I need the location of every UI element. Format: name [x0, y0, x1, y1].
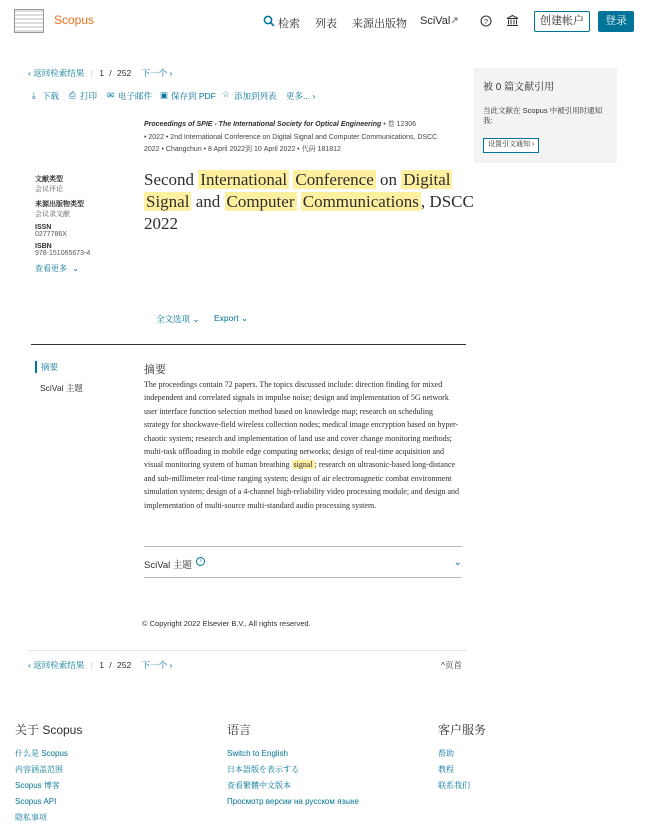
email-button[interactable]: 电子邮件	[118, 91, 153, 101]
title-word: , DSCC 2022	[144, 192, 474, 233]
meta-doc-type-label: 文献类型	[35, 176, 63, 183]
title-highlight: Conference	[295, 170, 374, 189]
footer-link[interactable]: Scopus 博客	[15, 781, 60, 790]
footer-service-links	[438, 746, 470, 794]
chevron-down-icon: ⌄	[72, 264, 79, 273]
section-divider	[144, 546, 462, 547]
next-link[interactable]: 下一个 ›	[141, 68, 173, 78]
footer-link[interactable]: 帮助	[438, 749, 454, 758]
pager-sep: /	[109, 660, 112, 670]
more-label: 更多...	[286, 91, 311, 101]
next-label: 下一个	[141, 68, 168, 78]
show-more-link[interactable]	[35, 264, 79, 273]
external-link-icon	[451, 17, 458, 24]
footer-language-links	[227, 746, 359, 810]
volume-info: • 卷 12306	[381, 121, 417, 128]
section-divider	[28, 650, 466, 651]
footer-link[interactable]: 什么是 Scopus	[15, 749, 68, 758]
back-to-top-link[interactable]	[441, 659, 462, 671]
title-highlight: Signal	[146, 192, 190, 211]
footer-link[interactable]: Просмотр версии на русском языке	[227, 797, 359, 806]
pdf-icon: ▣	[160, 90, 169, 100]
meta-isbn-value: 978-151065673-4	[35, 250, 91, 257]
svg-text:?: ?	[483, 17, 489, 26]
back-label: 返回检索结果	[33, 68, 85, 78]
footer-link[interactable]: 内容涵盖范围	[15, 765, 63, 774]
title-word: and	[195, 192, 221, 211]
title-highlight: Computer	[226, 192, 295, 211]
metadata-panel	[35, 174, 135, 274]
download-icon: ⤓	[32, 90, 36, 100]
search-icon[interactable]	[263, 15, 275, 27]
save-pdf-button[interactable]: 保存到 PDF	[171, 91, 216, 101]
title-highlight: Communications	[302, 192, 419, 211]
abstract-body: The proceedings contain 72 papers. The topics discussed include: direction finding for mixed independent and correlated signals in impulse noise; design and implementation of 5G network user interface function selection method based on knowledge map; research on scheduling strategy for shockwave-field wireless collection nodes; medical image encryption based on hyper-chaotic system; research and implementation of land use and cover change monitoring methods; multi-task offloading in mobile edge computing networks; design of real-time acquisition and visual monitoring system of human breathing	[144, 380, 459, 470]
footer-link[interactable]: 联系我们	[438, 781, 470, 790]
back-label: 返回检索结果	[33, 660, 85, 670]
download-button[interactable]: 下载	[42, 91, 60, 101]
back-to-results-link[interactable]: ‹ 返回检索结果	[28, 660, 85, 670]
side-nav	[35, 361, 83, 394]
copyright: © Copyright 2022 Elsevier B.V., All rights reserved.	[142, 619, 311, 628]
print-button[interactable]: 打印	[80, 91, 98, 101]
login-button[interactable]: 登录	[598, 11, 634, 32]
chevron-up-icon: ^	[441, 660, 445, 670]
journal-link[interactable]: Proceedings of SPIE - The International Society for Optical Engineering	[144, 121, 382, 128]
more-button[interactable]: 更多... ›	[286, 91, 316, 101]
section-divider	[144, 577, 462, 578]
section-divider	[31, 344, 466, 345]
conference-line: • 2022 • 2nd International Conference on Digital Signal and Computer Communications, DSCC	[144, 133, 438, 141]
help-icon[interactable]	[480, 15, 492, 27]
side-nav-scival-label: SciVal 主题	[40, 383, 83, 393]
back-to-results-link[interactable]: ‹ 返回检索结果	[28, 68, 85, 78]
total-count: 252	[117, 660, 132, 670]
add-to-list-button[interactable]: 添加到列表	[234, 91, 277, 101]
scopus-brand[interactable]: Scopus	[54, 13, 95, 27]
scival-topics-section[interactable]	[144, 557, 462, 571]
meta-doc-type-value: 会议评论	[35, 186, 63, 193]
create-account-button[interactable]: 创建帐户	[534, 11, 590, 32]
meta-isbn-label: ISBN	[35, 243, 52, 250]
source-info	[144, 119, 466, 157]
meta-source-type-label: 来源出版物类型	[35, 201, 84, 208]
footer-link[interactable]: 隐私事项	[15, 813, 47, 822]
export-button[interactable]	[214, 313, 248, 324]
citations-panel	[474, 68, 617, 163]
footer-link[interactable]: 教程	[438, 765, 454, 774]
meta-issn-value: 0277786X	[35, 231, 67, 238]
citations-title: 被 0 篇文献引用	[483, 82, 555, 93]
current-index: 1	[99, 660, 104, 670]
next-link[interactable]: 下一个 ›	[141, 660, 173, 670]
nav-search[interactable]: 检索	[278, 18, 300, 30]
set-citation-alert-label: 设置引文通知	[488, 141, 530, 148]
institution-icon[interactable]	[506, 14, 519, 27]
show-more-label: 查看更多	[35, 264, 67, 273]
back-to-top-label: 页首	[445, 660, 463, 670]
top-header	[0, 0, 650, 44]
pager-top	[28, 67, 172, 79]
meta-issn-label: ISSN	[35, 224, 52, 231]
export-label: Export	[214, 313, 239, 323]
meta-source-type-value: 会议录文献	[35, 211, 70, 218]
footer-language-heading: 语言	[227, 723, 252, 737]
print-icon: ⎙	[69, 90, 76, 100]
pager-bottom	[28, 659, 172, 671]
citations-text: 当此文献在 Scopus 中被引用时通知我:	[483, 106, 603, 125]
email-icon: ✉	[107, 90, 115, 100]
title-word: Second	[144, 170, 195, 189]
side-nav-abstract[interactable]	[35, 361, 83, 373]
abstract-body: ; research on ultrasonic-based long-distance and sub-millimeter real-time ranging system; design of air electromagnetic combat environment simulation system; design of a 4-channel high-reliability video processing module; and design and implementation of multi-source multi-standard audio processing system.	[144, 460, 460, 510]
footer-link[interactable]: 日本語版を表示する	[227, 765, 299, 774]
side-nav-abstract-label: 摘要	[41, 362, 59, 372]
next-label: 下一个	[141, 660, 168, 670]
full-text-label: 全文选项	[156, 314, 191, 324]
footer-link[interactable]: Scopus API	[15, 797, 57, 806]
title-highlight: Digital	[403, 170, 451, 189]
full-text-options-button[interactable]	[156, 313, 200, 325]
footer-service-heading: 客户服务	[438, 723, 487, 737]
footer-about-links	[15, 746, 68, 826]
current-index: 1	[99, 68, 104, 78]
abstract-text	[144, 378, 460, 512]
nav-sources[interactable]: 来源出版物	[352, 18, 407, 30]
pager-divider: |	[90, 660, 93, 670]
document-title	[144, 169, 474, 235]
title-highlight: International	[200, 170, 288, 189]
document-toolbar	[32, 90, 332, 102]
footer-link[interactable]: 查看繁體中文版本	[227, 781, 291, 790]
chevron-down-icon: ⌄	[192, 314, 200, 324]
chevron-down-icon: ⌄	[240, 313, 249, 323]
scival-topics-title: SciVal 主题	[144, 560, 192, 571]
side-nav-scival[interactable]	[35, 382, 83, 394]
star-icon: ☆	[222, 89, 230, 99]
set-citation-alert-button[interactable]: 设置引文通知 ›	[483, 138, 539, 153]
footer-link[interactable]: Switch to English	[227, 749, 288, 758]
abstract-highlight: signal	[293, 460, 313, 470]
nav-lists[interactable]: 列表	[315, 18, 337, 30]
chevron-down-icon[interactable]: ⌄	[453, 557, 462, 568]
conference-date-line: 2022 • Changchun • 8 April 2022到 10 April 2022 • 代码 181812	[144, 146, 341, 153]
total-count: 252	[117, 68, 132, 78]
title-word: on	[380, 170, 397, 189]
pager-divider: |	[90, 68, 93, 78]
footer-about-heading: 关于 Scopus	[15, 723, 83, 737]
info-icon[interactable]: i	[196, 557, 205, 566]
abstract-heading: 摘要	[144, 364, 166, 376]
elsevier-logo[interactable]	[14, 9, 44, 33]
pager-sep: /	[109, 68, 112, 78]
nav-scival[interactable]: SciVal	[420, 15, 451, 27]
